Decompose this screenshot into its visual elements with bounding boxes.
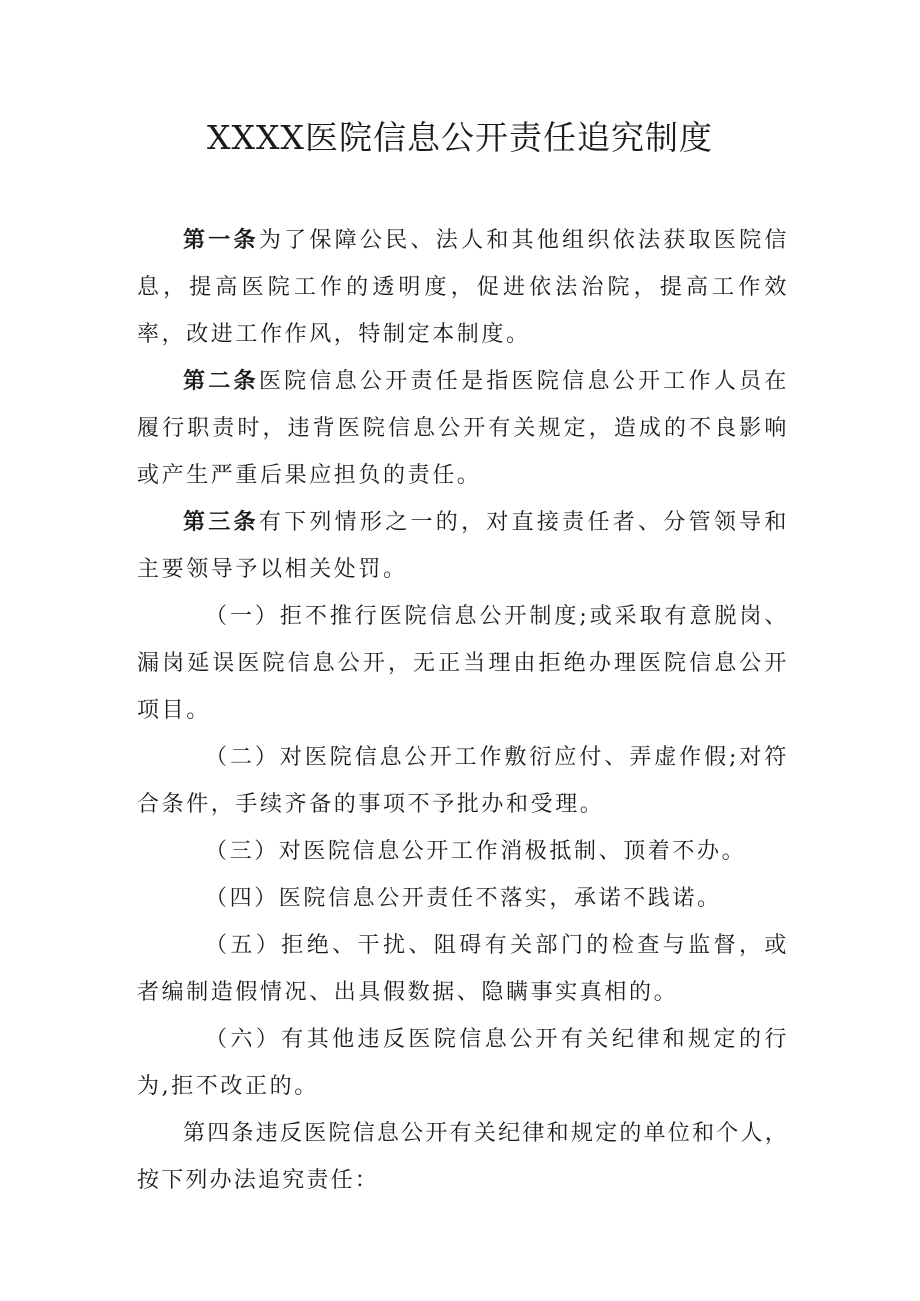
article-3-text: 有下列情形之一的，对直接责任者、分管领导和主要领导予以相关处罚。 <box>137 510 789 582</box>
clause-1: （一）拒不推行医院信息公开制度;或采取有意脱岗、漏岗延误医院信息公开，无正当理由拒绝办理医院信息公开项目。 <box>137 604 789 723</box>
article-3 <box>137 499 789 593</box>
article-2-lead: 第二条 <box>183 369 259 394</box>
document-body <box>137 217 789 1204</box>
article-1 <box>137 217 789 358</box>
article-2 <box>137 358 789 499</box>
article-1-text: 为了保障公民、法人和其他组织依法获取医院信息，提高医院工作的透明度，促进依法治院，提高工作效率，改进工作作风，特制定本制度。 <box>137 228 789 347</box>
article-4: 第四条违反医院信息公开有关纪律和规定的单位和个人，按下列办法追究责任： <box>137 1121 789 1193</box>
clause-6: （六）有其他违反医院信息公开有关纪律和规定的行为,拒不改正的。 <box>137 1027 789 1099</box>
document-title: XXXX医院信息公开责任追究制度 <box>207 118 713 157</box>
clause-4: （四）医院信息公开责任不落实，承诺不践诺。 <box>205 886 722 911</box>
clause-2: （二）对医院信息公开工作敷衍应付、弄虚作假;对符合条件，手续齐备的事项不予批办和受理。 <box>137 745 789 817</box>
article-3-lead: 第三条 <box>183 510 259 535</box>
article-1-lead: 第一条 <box>183 228 259 253</box>
clause-3: （三）对医院信息公开工作消极抵制、顶着不办。 <box>205 839 747 864</box>
clause-5: （五）拒绝、干扰、阻碍有关部门的检查与监督，或者编制造假情况、出具假数据、隐瞒事实真相的。 <box>137 933 789 1005</box>
article-2-text: 医院信息公开责任是指医院信息公开工作人员在履行职责时，违背医院信息公开有关规定，造成的不良影响或产生严重后果应担负的责任。 <box>137 369 789 488</box>
